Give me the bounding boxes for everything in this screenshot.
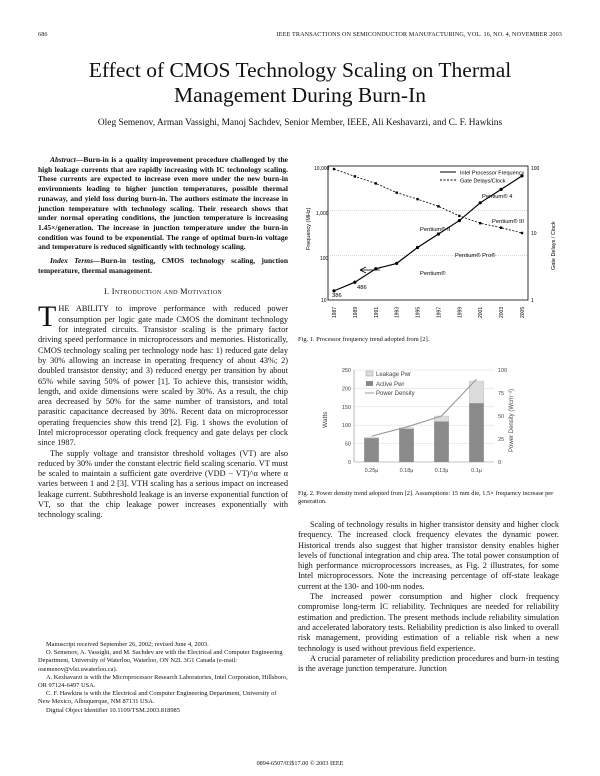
index-terms-text: Burn-in testing, CMOS technology scaling, junction temperature, thermal management. (38, 256, 289, 275)
fig2-xtick: 0.13μ (434, 468, 449, 474)
fig2-ytick: 150 (341, 404, 351, 411)
author-list: Oleg Semenov, Arman Vassighi, Manoj Sachdev, Senior Member, IEEE, Ali Keshavarzi, and C. F. Hawkins (97, 118, 503, 128)
intro-paragraph-1: HE ABILITY to improve performance with reduced power consumption per logic gate made CMOS the dominant technology for integrated circuits. Transistor scaling is the primary factor driving speed performance in microprocessors and memories. Historically, CMOS technology scaling per technology node has: 1) reduced gate delay by 30% allowing an increase in operating frequency of about 43%; 2) doubled transistor density; and 3) reduced energy per transition by about 65% while saving 50% of power [1]. To achieve this, transistor width, length, and oxide dimensions were scaled by 30%. As a result, the chip area decreased by 50% for the same number of transistors, and total parasitic capacitance decreased by 30%. Recent data on microprocessor operating frequencies show this trend [2]. Fig. 1 shows the evolution of Intel microprocessor operating clock frequency and gate delays per clock since 1987. (38, 304, 288, 448)
fig1-ytick: 1,000 (316, 211, 329, 217)
fig2-bar-active (434, 422, 449, 462)
fig2-ytick-right: 75 (498, 391, 505, 397)
fig2-ytick-right: 50 (498, 414, 505, 420)
fig2-bar-active (399, 429, 414, 462)
fig2-ytick: 200 (341, 386, 351, 393)
fig2-legend-3: Power Density (376, 391, 415, 397)
fig1-point-gate-delays (375, 182, 377, 184)
fig1-label: Pentium® III (492, 219, 524, 225)
fig1-xtick: 1999 (457, 306, 464, 318)
section-heading: I. Introduction and Motivation (103, 287, 223, 297)
left-column (38, 155, 288, 521)
fig1-point-gate-delays (500, 226, 502, 228)
fig2-ylabel-left: Watts (322, 411, 329, 428)
page-number: 686 (38, 31, 48, 38)
fig1-point-gate-delays (416, 198, 418, 200)
footnote: O. Semenov, A. Vassighi, and M. Sachdev are with the Electrical and Computer Engineering Department, University of Waterloo, Waterloo, ON N2L 3G1 Canada (e-mail: osemenov@vlsi.uwaterloo.ca). (38, 649, 283, 673)
fig1-point-gate-delays (479, 222, 481, 224)
fig1-xtick: 2005 (520, 306, 526, 318)
fig1-point-frequency (479, 201, 482, 204)
fig1-label: Pentium® (420, 271, 446, 277)
fig1-legend-2: Gate Delays/Clock (460, 178, 506, 185)
fig1-xtick: 2001 (478, 306, 485, 318)
title-line-2: Management During Burn-In (174, 83, 426, 107)
fig1-xtick: 1993 (394, 306, 401, 318)
fig1-ytick: 100 (320, 256, 329, 262)
fig1-point-gate-delays (354, 175, 356, 177)
page-footer: 0894-6507/03$17.00 © 2003 IEEE (256, 760, 344, 767)
fig2-legend-2: Active Pwr (376, 382, 405, 388)
fig2-bar-active (364, 438, 379, 462)
right-paragraph-1: Scaling of technology results in higher transistor density and higher clock frequency. The increased clock frequency elevates the dynamic power. Historical trends also suggest that higher transistor density enables higher levels of functional integration and chip area. The total power consumption of high performance microprocessors increases, as Fig. 2 illustrates, for some Intel microprocessors. Note the increasing percentage of off-state leakage current at the 130- and 100-nm nodes. (298, 520, 559, 591)
fig2-ytick: 100 (341, 423, 351, 430)
fig1-xtick: 1995 (415, 306, 422, 318)
abstract (38, 155, 288, 252)
fig1-point-frequency (416, 246, 419, 249)
fig1-xtick: 1997 (436, 306, 443, 318)
fig1-point-gate-delays (458, 215, 460, 217)
fig1-point-gate-delays (521, 232, 523, 234)
fig2-ytick: 0 (347, 460, 351, 466)
index-terms-label: Index Terms— (50, 256, 101, 266)
index-terms (38, 256, 288, 275)
fig1-xtick: 1991 (373, 306, 380, 318)
fig2-legend-1: Leakage Pwr (376, 372, 412, 378)
fig2-ytick-right: 0 (498, 460, 502, 466)
running-header: IEEE TRANSACTIONS ON SEMICONDUCTOR MANUFACTURING, VOL. 16, NO. 4, NOVEMBER 2003 (276, 31, 562, 38)
fig1-legend-1: Intel Processor Frequency (460, 170, 525, 177)
footnote: A. Keshavarzi is with the Microprocessor Research Laboratories, Intel Corporation, Hillsboro, OR 97124-6497 USA. (38, 673, 288, 690)
fig1-label: 386 (332, 293, 342, 299)
fig1-ytick-right: 100 (531, 166, 540, 172)
fig1-label: Pentium® II (420, 227, 451, 233)
fig1-ytick: 10 (321, 298, 327, 304)
abstract-text: Burn-in is a quality improvement procedure challenged by the high leakage currents that are rapidly increasing with IC technology scaling. These currents are expected to increase even more under the new burn-in environments leading to higher junction temperatures, possible thermal runaway, and yield loss during burn-in. The authors estimate the increase in junction temperature with technology scaling. Their research shows that under normal operating conditions, the junction temperature is increasing 1.45×/generation. The increase in junction temperature under the burn-in condition was found to be exponential. The range of optimal burn-in voltage and temperature is reduced significantly with technology scaling. (38, 155, 288, 252)
fig1-point-gate-delays (333, 168, 335, 170)
fig1-point-frequency (500, 188, 503, 191)
fig2-bar-leakage (434, 416, 449, 422)
fig2-legend-swatch-active (366, 381, 373, 386)
right-paragraph-2: The increased power consumption and higher clock frequency compromise long-term IC reliability. Techniques are needed for reliability estimation and prediction. The present methods include reliability simulation and accelerated laboratory tests. Reliability prediction is also linked to overall risk management, providing estimation of a reliable risk when a new technology is used without previous field experience. (298, 592, 559, 653)
fig1-ylabel-right: Gate Delays / Clock (551, 221, 557, 270)
footnotes (38, 641, 288, 715)
fig2-xtick: 0.1μ (471, 468, 482, 474)
fig2-chart (318, 362, 518, 480)
fig2-bar-active (469, 403, 484, 462)
fig1-ylabel-left: Frequency (MHz) (306, 207, 312, 250)
footnote: C. F. Hawkins is with the Electrical and Computer Engineering Department, University of New Mexico, Albuquerque, NM 87131 USA. (38, 690, 277, 706)
paper-title (0, 58, 600, 108)
fig1-chart (300, 160, 562, 320)
fig1-ytick: 10,000 (314, 166, 330, 172)
fig1-point-frequency (458, 219, 461, 222)
fig1-point-gate-delays (395, 191, 397, 193)
fig2-xtick: 0.18μ (399, 468, 414, 474)
fig2-ytick: 50 (344, 441, 351, 448)
fig2-legend-swatch-leakage (366, 371, 373, 376)
right-column (298, 520, 559, 674)
footnote: Digital Object Identifier 10.1109/TSM.2003.818985 (46, 706, 180, 714)
fig2-ytick-right: 25 (498, 437, 505, 443)
footnote: Manuscript received September 26, 2002; revised June 4, 2003. (46, 641, 209, 648)
title-line-1: Effect of CMOS Technology Scaling on Thermal (88, 58, 512, 82)
fig2-ytick-right: 100 (498, 368, 508, 374)
fig2-xtick: 0.25μ (364, 468, 379, 474)
fig1-ytick-right: 1 (531, 298, 534, 304)
abstract-label: Abstract— (50, 155, 84, 164)
fig1-xtick: 2003 (499, 306, 506, 318)
fig1-point-frequency (332, 289, 335, 292)
fig1-caption: Fig. 1. Processor frequency trend adopted from [2]. (298, 336, 430, 343)
intro-paragraph-2: The supply voltage and transistor threshold voltages (VT) are also reduced by 30% under the constant electric field scaling scenario. VT must be scaled to maintain a sufficient gate overdrive (VDD − VT)^α where α varies between 1 and 2 [3]. VTH scaling has a serious impact on increased leakage current. Subthreshold leakage is an inverse exponential function of VT, so that the chip leakage power increases exponentially with technology scaling. (38, 448, 288, 520)
fig1-point-frequency (395, 262, 398, 265)
fig1-label: 486 (357, 285, 367, 291)
fig1-xtick: 1987 (332, 306, 338, 318)
fig2-caption: Fig. 2. Power density trend adopted from [2]. Assumptions: 15 mm die, 1.5× frequency increase per generation. (298, 490, 554, 506)
fig2-ylabel-right: Power Density (Wcm⁻²) (509, 388, 515, 452)
fig1-label: Pentium® 4 (482, 194, 513, 200)
fig1-ytick-right: 10 (531, 231, 537, 237)
fig1-xtick: 1989 (352, 306, 359, 318)
fig1-point-gate-delays (437, 205, 439, 207)
fig1-point-frequency (353, 281, 356, 284)
drop-cap: T (38, 300, 57, 334)
fig2-ytick: 250 (341, 368, 351, 374)
right-paragraph-3: A crucial parameter of reliability prediction procedures and burn-in testing is the average junction temperature. Junction (298, 653, 559, 674)
intro-body (38, 300, 288, 520)
fig1-label: Pentium® Pro® (455, 253, 496, 259)
